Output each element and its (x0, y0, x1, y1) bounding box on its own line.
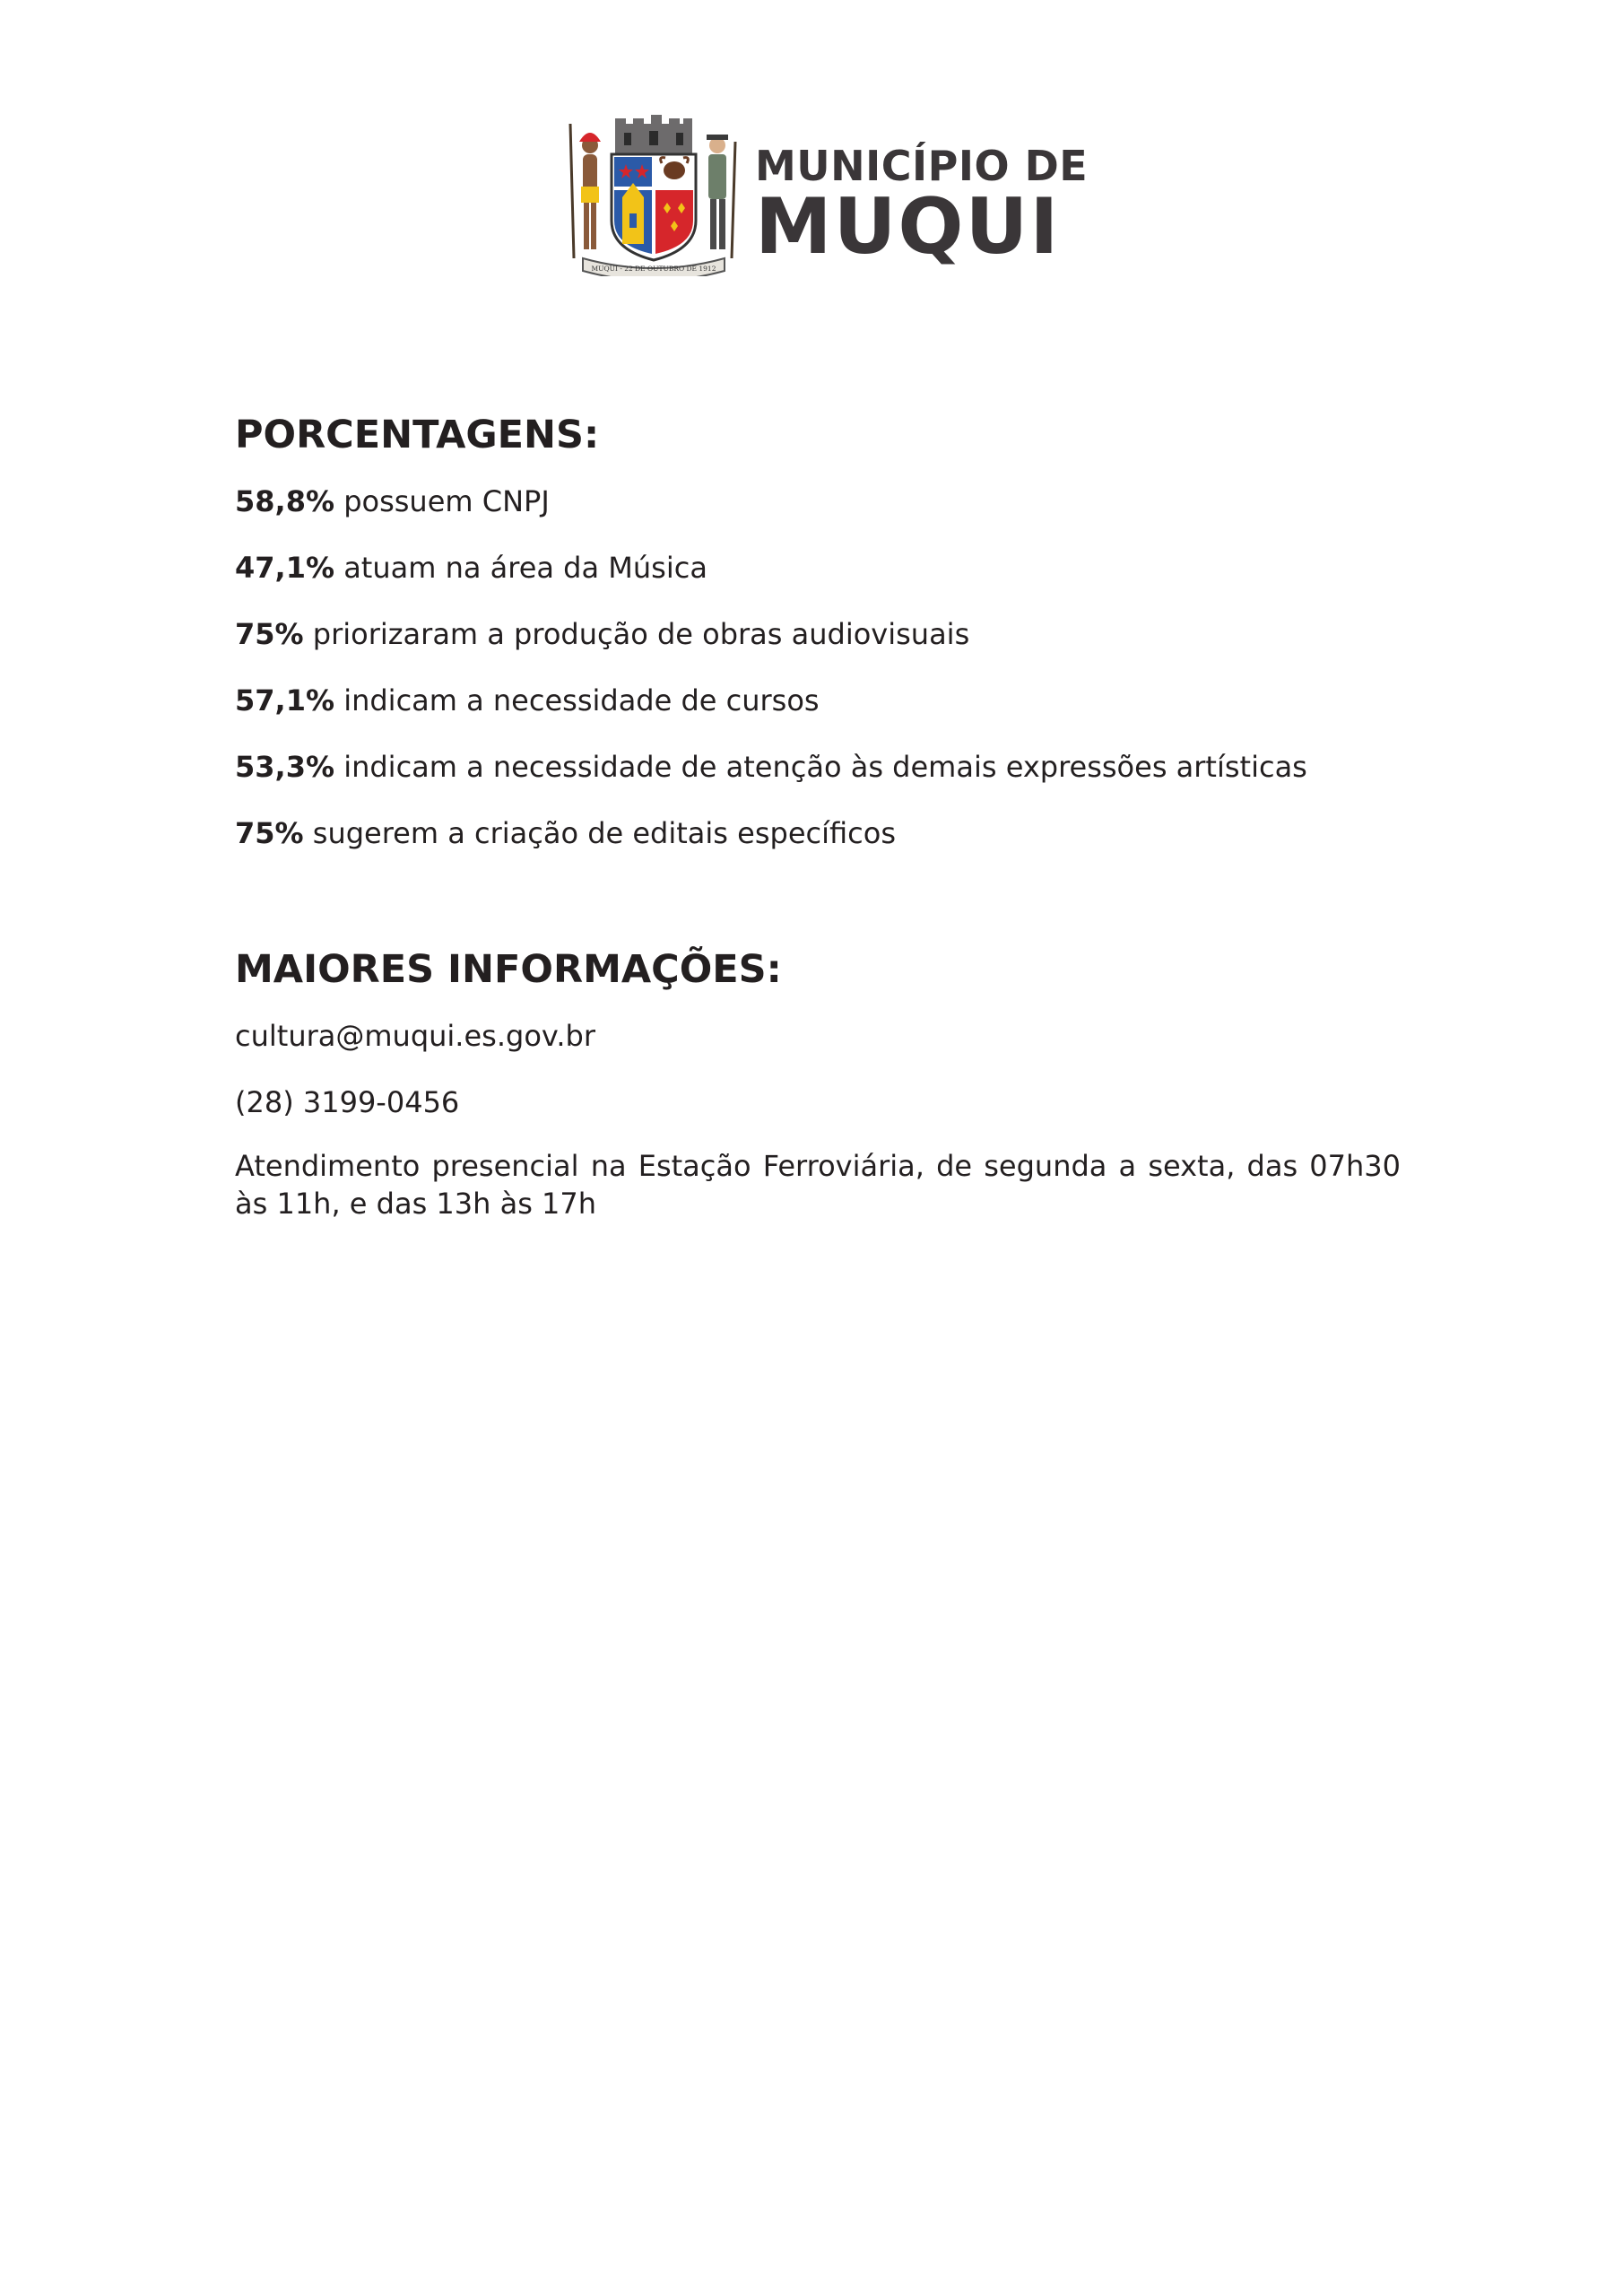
list-item (235, 546, 1401, 589)
stat-text: atuam na área da Música (343, 551, 707, 585)
stat-value: 53,3% (235, 750, 335, 784)
stat-value: 47,1% (235, 551, 335, 585)
list-item (235, 480, 1401, 523)
contact-email[interactable]: cultura@muqui.es.gov.br (235, 1019, 595, 1053)
logo-wordmark (755, 142, 1089, 272)
list-item (235, 613, 1401, 656)
list-item (235, 679, 1401, 722)
stat-value: 75% (235, 816, 304, 850)
stat-text: indicam a necessidade de cursos (343, 683, 820, 718)
percentages-section (235, 408, 1401, 855)
contact-info (235, 1014, 1401, 1222)
list-item (235, 812, 1401, 855)
coat-of-arms-emblem (560, 115, 748, 276)
municipality-logo (560, 115, 1098, 276)
stat-value: 57,1% (235, 683, 335, 718)
stat-text: indicam a necessidade de atenção às demais expressões artísticas (343, 750, 1307, 784)
more-info-section (235, 943, 1401, 1222)
stat-text: priorizaram a produção de obras audiovisuais (312, 617, 970, 651)
contact-phone[interactable]: (28) 3199-0456 (235, 1085, 460, 1119)
stat-value: 58,8% (235, 484, 335, 518)
percentages-list (235, 480, 1401, 855)
list-item (235, 745, 1401, 788)
logo-line-municipio: MUNICÍPIO DE (755, 142, 1089, 190)
stat-value: 75% (235, 617, 304, 651)
percentages-heading: PORCENTAGENS: (235, 413, 600, 457)
logo-line-muqui: MUQUI (755, 182, 1061, 272)
stat-text: possuem CNPJ (343, 484, 550, 518)
document-body (235, 408, 1401, 1222)
more-info-heading: MAIORES INFORMAÇÕES: (235, 947, 782, 992)
office-hours: Atendimento presencial na Estação Ferroviária, de segunda a sexta, das 07h30 às 11h, e das 13h às 17h (235, 1149, 1401, 1221)
svg-text:MUQUI - 22 DE OUTUBRO DE 1912: MUQUI - 22 DE OUTUBRO DE 1912 (591, 265, 716, 273)
stat-text: sugerem a criação de editais específicos (312, 816, 896, 850)
